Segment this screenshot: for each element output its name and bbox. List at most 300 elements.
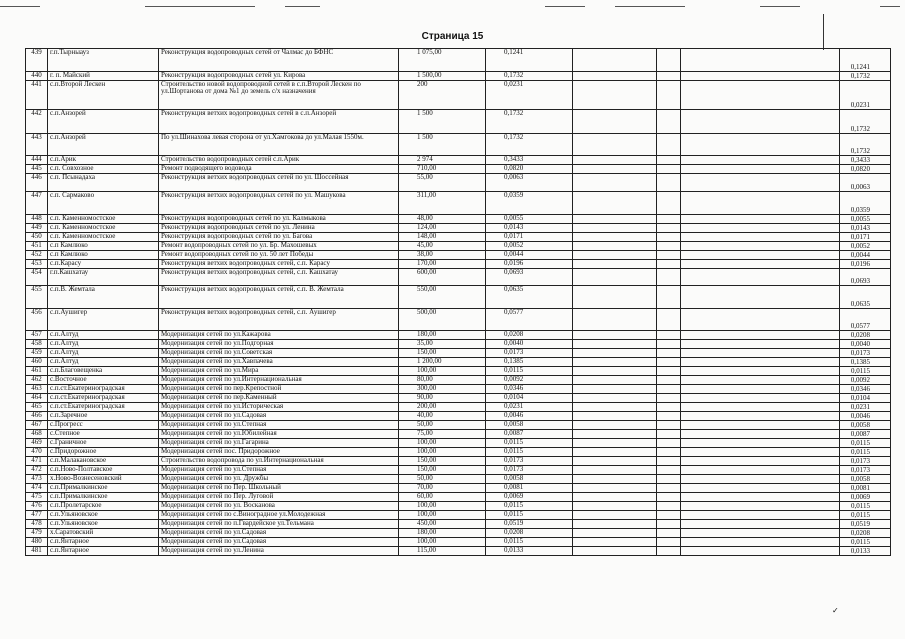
settlement-name: с.Восточное	[48, 376, 159, 385]
work-description: Строительство водопроводных сетей с.п.Арик	[159, 156, 399, 165]
empty-cell	[681, 538, 840, 547]
share-value: 0,0058	[486, 475, 573, 484]
work-description: Модернизация сетей по ул.Юбилейная	[159, 430, 399, 439]
total-share-value: 0,0577	[840, 309, 891, 331]
share-value: 0,0143	[486, 224, 573, 233]
total-share-value: 0,0231	[840, 81, 891, 110]
empty-cell	[573, 49, 657, 72]
work-description: Модернизация сетей по п.Гвардейское ул.Тельмана	[159, 520, 399, 529]
table-row	[26, 49, 891, 72]
share-value: 0,1732	[486, 72, 573, 81]
work-description: Модернизация сетей по пер.Каменный	[159, 394, 399, 403]
empty-cell	[657, 110, 681, 134]
empty-cell	[657, 493, 681, 502]
work-description: Модернизация сетей по ул.Кажарова	[159, 331, 399, 340]
work-description: Реконструкция водопроводных сетей ул. Кирова	[159, 72, 399, 81]
table-row	[26, 412, 891, 421]
work-description: Модернизация сетей по ул.Историческая	[159, 403, 399, 412]
amount-value: 200,00	[399, 403, 486, 412]
table-row	[26, 520, 891, 529]
empty-cell	[657, 484, 681, 493]
empty-cell	[657, 331, 681, 340]
table-row	[26, 233, 891, 242]
empty-cell	[573, 421, 657, 430]
empty-cell	[657, 538, 681, 547]
work-description: Модернизация сетей по ул. Дружбы	[159, 475, 399, 484]
empty-cell	[657, 192, 681, 215]
empty-cell	[657, 466, 681, 475]
amount-value: 70,00	[399, 484, 486, 493]
empty-cell	[681, 466, 840, 475]
settlement-name: с.п.Карасу	[48, 260, 159, 269]
table-row	[26, 72, 891, 81]
empty-cell	[573, 511, 657, 520]
total-share-value: 0,1732	[840, 110, 891, 134]
empty-cell	[657, 448, 681, 457]
row-number: 445	[26, 165, 48, 174]
amount-value: 100,00	[399, 367, 486, 376]
empty-cell	[657, 403, 681, 412]
work-description: Строительство водопровода по ул.Интернациональная	[159, 457, 399, 466]
empty-cell	[573, 242, 657, 251]
empty-cell	[573, 81, 657, 110]
check-mark-icon: ✓	[832, 606, 839, 615]
settlement-name: с.п.Янтарное	[48, 547, 159, 556]
share-value: 0,1241	[486, 49, 573, 72]
share-value: 0,0055	[486, 215, 573, 224]
row-number: 469	[26, 439, 48, 448]
scan-top-line	[760, 6, 800, 7]
share-value: 0,3433	[486, 156, 573, 165]
empty-cell	[657, 260, 681, 269]
share-value: 0,0231	[486, 403, 573, 412]
table-row	[26, 367, 891, 376]
row-number: 464	[26, 394, 48, 403]
table-row	[26, 448, 891, 457]
share-value: 0,0359	[486, 192, 573, 215]
empty-cell	[657, 367, 681, 376]
total-share-value: 0,0346	[840, 385, 891, 394]
table-row	[26, 547, 891, 556]
table-row	[26, 269, 891, 286]
table-row	[26, 224, 891, 233]
table-row	[26, 502, 891, 511]
total-share-value: 0,0092	[840, 376, 891, 385]
share-value: 0,0092	[486, 376, 573, 385]
amount-value: 90,00	[399, 394, 486, 403]
empty-cell	[681, 286, 840, 309]
empty-cell	[681, 215, 840, 224]
total-share-value: 0,0519	[840, 520, 891, 529]
empty-cell	[681, 233, 840, 242]
row-number: 447	[26, 192, 48, 215]
row-number: 472	[26, 466, 48, 475]
share-value: 0,0044	[486, 251, 573, 260]
total-share-value: 0,0208	[840, 529, 891, 538]
empty-cell	[681, 412, 840, 421]
empty-cell	[657, 394, 681, 403]
total-share-value: 0,0173	[840, 349, 891, 358]
empty-cell	[681, 110, 840, 134]
total-share-value: 0,0115	[840, 439, 891, 448]
total-share-value: 0,1732	[840, 72, 891, 81]
empty-cell	[681, 340, 840, 349]
total-share-value: 0,3433	[840, 156, 891, 165]
work-description: Модернизация сетей по ул.Садовая	[159, 529, 399, 538]
share-value: 0,0115	[486, 502, 573, 511]
work-description: Строительство новой водопроводной сетей в с.п.Второй Лескен по ул.Шортанова от дома №1 до земель с/х назначения	[159, 81, 399, 110]
empty-cell	[681, 367, 840, 376]
empty-cell	[681, 502, 840, 511]
settlement-name: с.Придорожное	[48, 448, 159, 457]
row-number: 455	[26, 286, 48, 309]
amount-value: 150,00	[399, 349, 486, 358]
share-value: 0,0231	[486, 81, 573, 110]
table-row	[26, 110, 891, 134]
total-share-value: 0,0044	[840, 251, 891, 260]
total-share-value: 0,0063	[840, 174, 891, 192]
total-share-value: 0,0052	[840, 242, 891, 251]
empty-cell	[681, 174, 840, 192]
empty-cell	[681, 457, 840, 466]
empty-cell	[681, 520, 840, 529]
settlement-name: с.п.Аушигер	[48, 309, 159, 331]
table-row	[26, 286, 891, 309]
table-row	[26, 165, 891, 174]
share-value: 0,0115	[486, 439, 573, 448]
amount-value: 148,00	[399, 233, 486, 242]
empty-cell	[657, 457, 681, 466]
amount-value: 48,00	[399, 215, 486, 224]
empty-cell	[681, 394, 840, 403]
settlement-name: с.п.Пролетарское	[48, 502, 159, 511]
share-value: 0,0346	[486, 385, 573, 394]
work-description: Ремонт водопроводных сетей по ул. Бр. Махошевых	[159, 242, 399, 251]
scan-top-line	[545, 6, 585, 7]
table-row	[26, 484, 891, 493]
total-share-value: 0,0055	[840, 215, 891, 224]
row-number: 463	[26, 385, 48, 394]
table-row	[26, 81, 891, 110]
total-share-value: 0,0069	[840, 493, 891, 502]
empty-cell	[681, 430, 840, 439]
work-description: Реконструкция ветхих водопроводных сетей по ул. Шоссейная	[159, 174, 399, 192]
total-share-value: 0,0115	[840, 448, 891, 457]
total-share-value: 0,1385	[840, 358, 891, 367]
row-number: 467	[26, 421, 48, 430]
scan-top-line	[0, 6, 40, 7]
table-row	[26, 529, 891, 538]
total-share-value: 0,0046	[840, 412, 891, 421]
settlement-name: с.п. Псынадаха	[48, 174, 159, 192]
empty-cell	[657, 475, 681, 484]
margin-mark	[823, 14, 824, 50]
row-number: 460	[26, 358, 48, 367]
empty-cell	[573, 260, 657, 269]
table-row	[26, 260, 891, 269]
row-number: 468	[26, 430, 48, 439]
empty-cell	[657, 430, 681, 439]
row-number: 450	[26, 233, 48, 242]
total-share-value: 0,0196	[840, 260, 891, 269]
total-share-value: 0,0173	[840, 466, 891, 475]
share-value: 0,0173	[486, 457, 573, 466]
settlement-name: с.п.Ульяновское	[48, 520, 159, 529]
empty-cell	[681, 358, 840, 367]
empty-cell	[681, 511, 840, 520]
empty-cell	[573, 448, 657, 457]
empty-cell	[657, 309, 681, 331]
empty-cell	[681, 309, 840, 331]
amount-value: 150,00	[399, 457, 486, 466]
total-share-value: 0,0359	[840, 192, 891, 215]
amount-value: 115,00	[399, 547, 486, 556]
empty-cell	[573, 493, 657, 502]
share-value: 0,1385	[486, 358, 573, 367]
amount-value: 170,00	[399, 260, 486, 269]
settlement-name: с.п.Прималкинское	[48, 484, 159, 493]
total-share-value: 0,0820	[840, 165, 891, 174]
empty-cell	[657, 520, 681, 529]
settlement-name: с.п.ст.Екатериноградская	[48, 385, 159, 394]
empty-cell	[573, 403, 657, 412]
share-value: 0,0052	[486, 242, 573, 251]
empty-cell	[657, 156, 681, 165]
empty-cell	[657, 251, 681, 260]
empty-cell	[573, 439, 657, 448]
row-number: 475	[26, 493, 48, 502]
work-description: Ремонт водопроводных сетей по ул. 50 лет Победы	[159, 251, 399, 260]
empty-cell	[573, 502, 657, 511]
table-row	[26, 331, 891, 340]
empty-cell	[657, 511, 681, 520]
row-number: 465	[26, 403, 48, 412]
empty-cell	[573, 349, 657, 358]
table-row	[26, 215, 891, 224]
amount-value: 40,00	[399, 412, 486, 421]
work-description: Модернизация сетей по ул.Гагарина	[159, 439, 399, 448]
empty-cell	[573, 538, 657, 547]
empty-cell	[657, 72, 681, 81]
row-number: 441	[26, 81, 48, 110]
share-value: 0,0040	[486, 340, 573, 349]
share-value: 0,0115	[486, 367, 573, 376]
page-title: Страница 15	[421, 31, 484, 42]
total-share-value: 0,0171	[840, 233, 891, 242]
share-value: 0,0519	[486, 520, 573, 529]
empty-cell	[573, 174, 657, 192]
row-number: 454	[26, 269, 48, 286]
table-row	[26, 192, 891, 215]
amount-value: 1 200,00	[399, 358, 486, 367]
amount-value: 45,00	[399, 242, 486, 251]
total-share-value: 0,1732	[840, 134, 891, 156]
table-row	[26, 421, 891, 430]
work-description: Модернизация сетей по ул.Садовая	[159, 412, 399, 421]
amount-value: 1 075,00	[399, 49, 486, 72]
empty-cell	[573, 269, 657, 286]
total-share-value: 0,0173	[840, 457, 891, 466]
row-number: 453	[26, 260, 48, 269]
settlement-name: с.Прогресс	[48, 421, 159, 430]
settlement-name: с.п.Алтуд	[48, 331, 159, 340]
total-share-value: 0,0104	[840, 394, 891, 403]
share-value: 0,1732	[486, 110, 573, 134]
table-row	[26, 475, 891, 484]
total-share-value: 0,0231	[840, 403, 891, 412]
settlement-name: с.Граничное	[48, 439, 159, 448]
amount-value: 50,00	[399, 475, 486, 484]
empty-cell	[573, 520, 657, 529]
amount-value: 100,00	[399, 538, 486, 547]
empty-cell	[681, 439, 840, 448]
empty-cell	[681, 448, 840, 457]
amount-value: 100,00	[399, 439, 486, 448]
row-number: 458	[26, 340, 48, 349]
amount-value: 1 500,00	[399, 72, 486, 81]
row-number: 446	[26, 174, 48, 192]
amount-value: 100,00	[399, 511, 486, 520]
empty-cell	[657, 224, 681, 233]
empty-cell	[573, 457, 657, 466]
scan-top-line	[880, 6, 900, 7]
empty-cell	[573, 484, 657, 493]
total-share-value: 0,0115	[840, 367, 891, 376]
empty-cell	[657, 286, 681, 309]
row-number: 474	[26, 484, 48, 493]
share-value: 0,0081	[486, 484, 573, 493]
empty-cell	[657, 439, 681, 448]
amount-value: 100,00	[399, 502, 486, 511]
share-value: 0,0058	[486, 421, 573, 430]
share-value: 0,0693	[486, 269, 573, 286]
total-share-value: 0,0143	[840, 224, 891, 233]
empty-cell	[681, 224, 840, 233]
empty-cell	[573, 331, 657, 340]
empty-cell	[681, 547, 840, 556]
empty-cell	[681, 242, 840, 251]
total-share-value: 0,0208	[840, 331, 891, 340]
row-number: 473	[26, 475, 48, 484]
work-description: Модернизация сетей по ул. Восканова	[159, 502, 399, 511]
table-row	[26, 358, 891, 367]
empty-cell	[681, 165, 840, 174]
work-description: Реконструкция ветхих водопроводных сетей в с.п.Анзорей	[159, 110, 399, 134]
empty-cell	[573, 529, 657, 538]
settlement-name: с.п.Алтуд	[48, 358, 159, 367]
empty-cell	[573, 165, 657, 174]
settlement-name: х.Саратовский	[48, 529, 159, 538]
amount-value: 311,00	[399, 192, 486, 215]
work-description: Модернизация сетей по ул.Хавпачева	[159, 358, 399, 367]
scan-top-line	[615, 6, 685, 7]
work-description: Модернизация сетей по ул.Степная	[159, 421, 399, 430]
empty-cell	[681, 251, 840, 260]
table-row	[26, 309, 891, 331]
empty-cell	[573, 192, 657, 215]
table-row	[26, 242, 891, 251]
row-number: 442	[26, 110, 48, 134]
amount-value: 38,00	[399, 251, 486, 260]
empty-cell	[681, 192, 840, 215]
share-value: 0,0115	[486, 538, 573, 547]
empty-cell	[573, 215, 657, 224]
share-value: 0,0208	[486, 331, 573, 340]
settlement-name: с.п.Ульяновское	[48, 511, 159, 520]
empty-cell	[657, 340, 681, 349]
settlement-name: с.п.ст.Екатериноградская	[48, 403, 159, 412]
empty-cell	[573, 286, 657, 309]
work-description: Модернизация сетей по ул.Советская	[159, 349, 399, 358]
table-row	[26, 394, 891, 403]
share-value: 0,0063	[486, 174, 573, 192]
row-number: 451	[26, 242, 48, 251]
amount-value: 35,00	[399, 340, 486, 349]
settlement-name: с.п.Благовещенка	[48, 367, 159, 376]
empty-cell	[657, 49, 681, 72]
scan-top-line	[145, 6, 255, 7]
settlement-name: с.п.Заречное	[48, 412, 159, 421]
settlement-name: с.п.Прималкинское	[48, 493, 159, 502]
settlement-name: с.п.Малакановское	[48, 457, 159, 466]
work-description: Реконструкция водопроводных сетей от Чалмас до БФНС	[159, 49, 399, 72]
settlement-name: с.п. Каменномостское	[48, 233, 159, 242]
empty-cell	[657, 349, 681, 358]
share-value: 0,0173	[486, 349, 573, 358]
empty-cell	[657, 215, 681, 224]
row-number: 466	[26, 412, 48, 421]
settlement-name: с.п.Ново-Полтавское	[48, 466, 159, 475]
empty-cell	[681, 475, 840, 484]
row-number: 443	[26, 134, 48, 156]
empty-cell	[657, 376, 681, 385]
work-description: Модернизация сетей по пер.Крепостной	[159, 385, 399, 394]
share-value: 0,0069	[486, 493, 573, 502]
work-description: Модернизация сетей пос. Придорожное	[159, 448, 399, 457]
empty-cell	[573, 251, 657, 260]
table-row	[26, 134, 891, 156]
share-value: 0,0635	[486, 286, 573, 309]
empty-cell	[681, 421, 840, 430]
table-row	[26, 349, 891, 358]
settlement-name: г.п.Тырныауз	[48, 49, 159, 72]
share-value: 0,0173	[486, 466, 573, 475]
share-value: 0,0115	[486, 448, 573, 457]
total-share-value: 0,0058	[840, 475, 891, 484]
amount-value: 600,00	[399, 269, 486, 286]
work-description: Реконструкция водопроводных сетей по ул. Багова	[159, 233, 399, 242]
empty-cell	[573, 72, 657, 81]
empty-cell	[657, 502, 681, 511]
row-number: 478	[26, 520, 48, 529]
table-row	[26, 156, 891, 165]
settlement-name: с.п.Анзорей	[48, 110, 159, 134]
row-number: 461	[26, 367, 48, 376]
row-number: 479	[26, 529, 48, 538]
amount-value: 100,00	[399, 448, 486, 457]
work-description: Модернизация сетей по с.Виноградное ул.Молодежная	[159, 511, 399, 520]
empty-cell	[573, 309, 657, 331]
empty-cell	[681, 134, 840, 156]
work-description: Реконструкция ветхих водопроводных сетей по ул. Машукова	[159, 192, 399, 215]
empty-cell	[681, 269, 840, 286]
row-number: 470	[26, 448, 48, 457]
settlement-name: с.п.Арик	[48, 156, 159, 165]
total-share-value: 0,0040	[840, 340, 891, 349]
empty-cell	[657, 421, 681, 430]
work-description: Реконструкция ветхих водопроводных сетей, с.п. Аушигер	[159, 309, 399, 331]
row-number: 448	[26, 215, 48, 224]
